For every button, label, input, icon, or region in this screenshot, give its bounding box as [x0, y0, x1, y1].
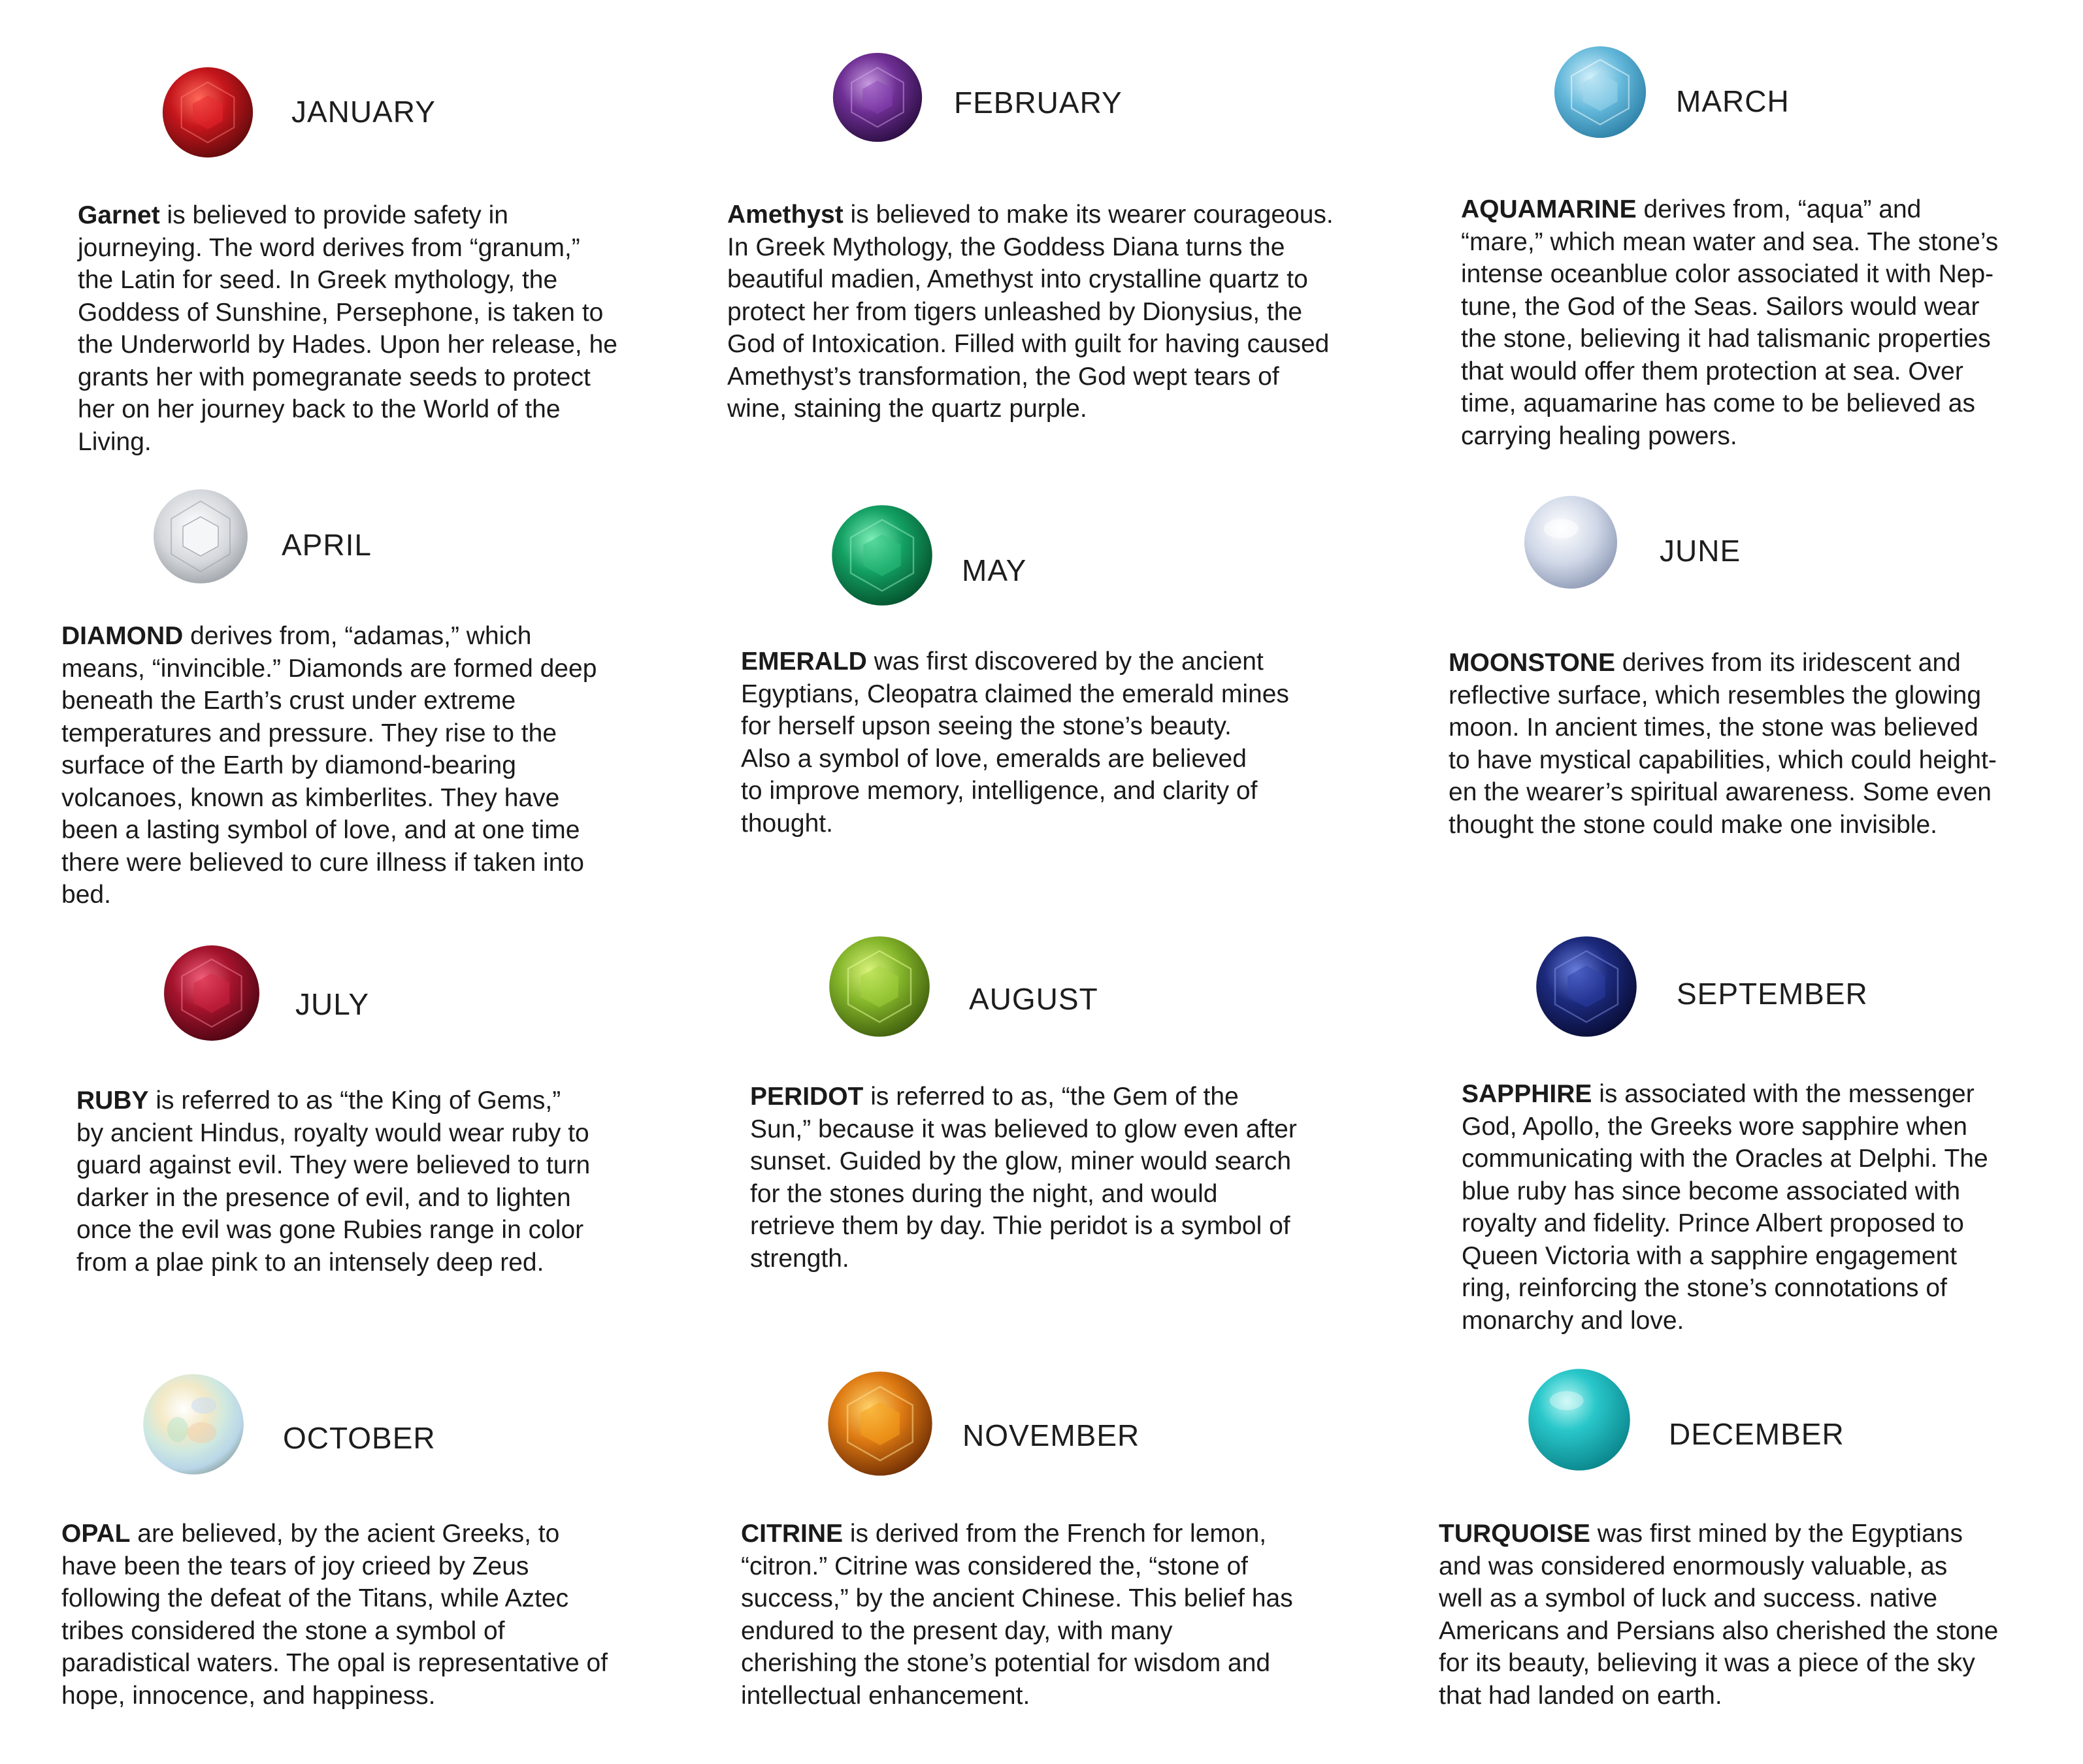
amethyst-gem-icon — [831, 51, 924, 144]
stone-name: MOONSTONE — [1449, 649, 1615, 677]
stone-name: DIAMOND — [61, 622, 184, 650]
month-description — [1461, 193, 2049, 452]
stone-text: derives from, “aqua” and “mare,” which mean water and sea. The stone’s intense oceanblue color associated it with Nep- tune, the God of the Seas. Sailors would wear the stone, believing it had talismanic properties that would offer them protection at sea. Over time, aquamarine has come to be believed as carrying healing powers. — [1461, 195, 1999, 450]
ruby-gem-icon — [162, 943, 261, 1043]
diamond-gem-icon — [152, 487, 250, 585]
month-description — [1449, 647, 2050, 841]
stone-text: is derived from the French for lemon, “citron.” Citrine was considered the, “stone of success,” by the ancient Chinese. This belief has endured to the present day, with many cherishing the stone’s potential for wisdom and intellectual enhancement. — [741, 1520, 1293, 1710]
emerald-gem-icon — [830, 503, 934, 608]
month-description — [76, 1085, 664, 1279]
month-title: JUNE — [1660, 534, 1741, 568]
month-title: APRIL — [282, 528, 372, 562]
stone-name: RUBY — [76, 1086, 149, 1115]
stone-name: EMERALD — [741, 647, 867, 676]
stone-text: was first discovered by the ancient Egyptians, Cleopatra claimed the emerald mines for herself upson seeing the stone’s beauty. Also a symbol of love, emeralds are believed to improve memory, intelligence, and clarity of thought. — [741, 647, 1289, 838]
month-title: OCTOBER — [283, 1421, 436, 1455]
stone-text: is believed to make its wearer courageous. In Greek Mythology, the Goddess Diana turns the beautiful madien, Amethyst into crystalline quartz to protect her from tigers unleashed by Dionysius, the God of Intoxication. Filled with guilt for having caused Amethyst’s transformation, the God wept tears of wine, staining the quartz purple. — [727, 201, 1334, 423]
stone-name: SAPPHIRE — [1462, 1080, 1592, 1108]
stone-text: is referred to as, “the Gem of the Sun,” because it was believed to glow even after sunset. Guided by the glow, miner would search for the stones during the night, and would retrieve them by day. Thie peridot is a symbol of strength. — [750, 1083, 1297, 1273]
stone-text: is referred to as “the King of Gems,” by ancient Hindus, royalty would wear ruby to guard against evil. They were believed to turn darker in the presence of evil, and to lighten once the evil was gone Rubies range in color from a plae pink to an intensely deep red. — [76, 1086, 591, 1277]
citrine-gem-icon — [826, 1369, 934, 1478]
stone-text: is believed to provide safety in journeying. The word derives from “granum,” the Latin for seed. In Greek mythology, the Goddess of Sunshine, Persephone, is taken to the Underworld by Hades. Upon her release, he grants her with pomegranate seeds to protect her on her journey back to the World of the Living. — [78, 201, 617, 456]
month-description — [78, 199, 653, 458]
stone-text: are believed, by the acient Greeks, to have been the tears of joy crieed by Zeus following the defeat of the Titans, while Aztec tribes considered the stone a symbol of paradistical waters. The opal is representative of hope, innocence, and happiness. — [61, 1520, 608, 1710]
month-title: AUGUST — [969, 982, 1098, 1016]
month-description — [61, 620, 649, 911]
peridot-gem-icon — [827, 934, 932, 1039]
opal-gem-icon — [141, 1372, 246, 1477]
month-title: SEPTEMBER — [1677, 977, 1868, 1011]
turquoise-gem-icon — [1526, 1367, 1632, 1473]
month-description — [1462, 1078, 2063, 1337]
month-description — [1439, 1518, 2066, 1712]
stone-name: Garnet — [78, 201, 160, 229]
stone-name: CITRINE — [741, 1520, 843, 1548]
stone-name: OPAL — [61, 1520, 131, 1548]
stone-name: AQUAMARINE — [1461, 195, 1637, 223]
sapphire-gem-icon — [1534, 934, 1639, 1039]
stone-text: was first mined by the Egyptians and was considered enormously valuable, as well as a symbol of luck and success. native Americans and Persians also cherished the stone for its beauty, believing it was a piece of the sky that had landed on earth. — [1439, 1520, 1999, 1710]
month-description — [741, 645, 1342, 840]
stone-name: TURQUOISE — [1439, 1520, 1590, 1548]
aquamarine-gem-icon — [1552, 44, 1648, 140]
month-title: DECEMBER — [1669, 1417, 1845, 1451]
month-title: NOVEMBER — [962, 1418, 1140, 1452]
month-title: JULY — [295, 987, 370, 1021]
moonstone-gem-icon — [1522, 494, 1619, 591]
month-title: MAY — [962, 553, 1027, 587]
stone-name: Amethyst — [727, 201, 844, 229]
month-title: FEBRUARY — [954, 86, 1123, 120]
month-description — [61, 1518, 663, 1712]
month-description — [741, 1518, 1342, 1712]
stone-name: PERIDOT — [750, 1083, 864, 1111]
stone-text: is associated with the messenger God, Apollo, the Greeks wore sapphire when communicating with the Oracles at Delphi. The blue ruby has since become associated with royalty and fidelity. Prince Albert proposed to Queen Victoria with a sapphire engagement ring, reinforcing the stone’s connotations of monarchy and love. — [1462, 1080, 1988, 1335]
garnet-gem-icon — [161, 65, 255, 159]
month-title: MARCH — [1676, 84, 1790, 118]
month-description — [750, 1081, 1351, 1275]
stone-text: derives from, “adamas,” which means, “invincible.” Diamonds are formed deep beneath the Earth’s crust under extreme temperatures and pressure. They rise to the surface of the Earth by diamond-bearing volcanoes, known as kimberlites. They have been a lasting symbol of love, and at one time there were believed to cure illness if taken into bed. — [61, 622, 597, 909]
stone-text: derives from its iridescent and reflective surface, which resembles the glowing moon. In ancient times, the stone was believed to have mystical capabilities, which could height- en the wearer’s spiritual awareness. Some even thought the stone could make one invisible. — [1449, 649, 1997, 839]
month-description — [727, 199, 1381, 425]
month-title: JANUARY — [291, 95, 436, 129]
